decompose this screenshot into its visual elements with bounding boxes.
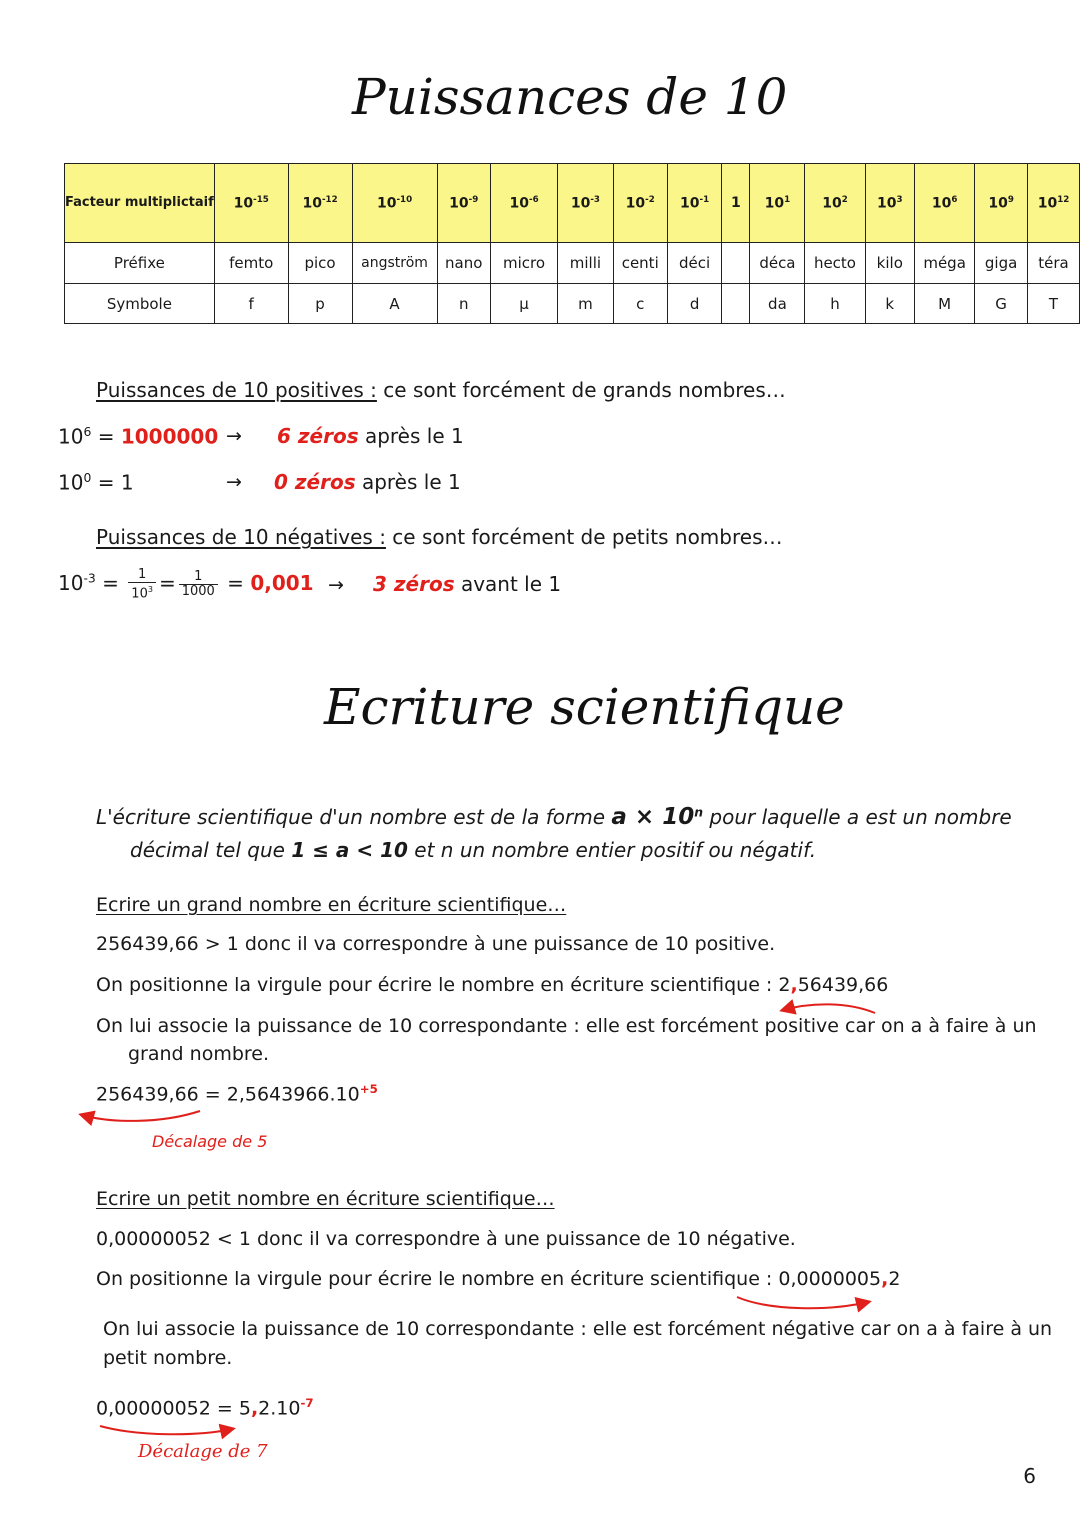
fraction-1-over-10-pow-3: $\frac{1}{10^3}$	[128, 568, 156, 601]
prefix-cell: angström	[352, 243, 437, 284]
fraction-1-over-1000: $\frac{1}{1000}$	[179, 570, 218, 599]
symbol-cell: m	[558, 284, 613, 324]
symbol-cell: n	[437, 284, 490, 324]
prefix-cell: méga	[915, 243, 975, 284]
example-10-pow-minus-3-note: 3 zéros avant le 1	[373, 572, 562, 596]
definition-line-2: décimal tel que 1 ≤ a < 10 et n un nombre entier positif ou négatif.	[130, 838, 817, 862]
page-title-scientific: Ecriture scientifique	[324, 678, 845, 736]
prefix-cell: déci	[667, 243, 722, 284]
small-number-shift-note: Décalage de 7	[138, 1441, 268, 1462]
positive-powers-heading: Puissances de 10 positives : ce sont forcément de grands nombres…	[96, 378, 786, 402]
page-number: 6	[1023, 1464, 1036, 1488]
example-10-pow-0: $10^0 = 1$	[58, 470, 134, 495]
symbol-cell: k	[865, 284, 915, 324]
factor-cell: $10^{-3}$	[558, 164, 613, 243]
symbol-cell: c	[613, 284, 667, 324]
factor-cell: $10^9$	[975, 164, 1028, 243]
prefix-cell: nano	[437, 243, 490, 284]
big-number-shift-note: Décalage de 5	[152, 1132, 268, 1151]
factor-cell: $10^{12}$	[1028, 164, 1080, 243]
prefix-cell: milli	[558, 243, 613, 284]
arrow-icon	[783, 1004, 875, 1013]
symbol-cell: µ	[490, 284, 557, 324]
big-number-line-4: grand nombre.	[128, 1043, 270, 1065]
arrow-icon: →	[226, 471, 242, 493]
big-number-result: $256439,66 = 2,5643966.10^{+5}$	[96, 1082, 378, 1106]
big-number-line-3: On lui associe la puissance de 10 correspondante : elle est forcément positive car on a à faire à un	[96, 1015, 1037, 1037]
arrow-icon: →	[226, 425, 242, 447]
small-number-result: $0,00000052 = 5,2.10^{-7}$	[96, 1396, 314, 1420]
row-label-prefix: Préfixe	[65, 243, 215, 284]
prefix-cell: femto	[214, 243, 288, 284]
page-title-powers: Puissances de 10	[352, 68, 788, 126]
row-label-symbol: Symbole	[65, 284, 215, 324]
symbol-cell: d	[667, 284, 722, 324]
symbol-cell: da	[750, 284, 805, 324]
factor-cell: $10^{-1}$	[667, 164, 722, 243]
arrow-icon	[100, 1426, 232, 1434]
row-label-factor: Facteur multiplictaif	[65, 164, 215, 243]
symbol-cell: p	[288, 284, 352, 324]
factor-cell: 1	[722, 164, 750, 243]
factor-cell: $10^3$	[865, 164, 915, 243]
symbol-cell: T	[1028, 284, 1080, 324]
symbol-cell: f	[214, 284, 288, 324]
prefix-cell: pico	[288, 243, 352, 284]
prefix-cell: centi	[613, 243, 667, 284]
prefix-cell: giga	[975, 243, 1028, 284]
small-number-line-4: petit nombre.	[103, 1347, 233, 1369]
prefix-cell: téra	[1028, 243, 1080, 284]
symbol-cell: G	[975, 284, 1028, 324]
prefix-cell: déca	[750, 243, 805, 284]
arrow-icon	[82, 1111, 200, 1121]
symbol-cell: A	[352, 284, 437, 324]
example-10-pow-minus-3: $10^{-3}$ = $\frac{1}{10^3}$ = $\frac{1}{1000}$ = 0,001	[58, 567, 314, 602]
big-number-line-2: On positionne la virgule pour écrire le nombre en écriture scientifique : 2,56439,66	[96, 974, 889, 996]
big-number-heading: Ecrire un grand nombre en écriture scientifique…	[96, 894, 567, 916]
arrow-icon: →	[328, 574, 344, 596]
prefix-cell: hecto	[805, 243, 865, 284]
factor-cell: $10^2$	[805, 164, 865, 243]
negative-powers-heading: Puissances de 10 négatives : ce sont forcément de petits nombres…	[96, 525, 783, 549]
small-number-line-3: On lui associe la puissance de 10 correspondante : elle est forcément négative car on a à faire à un	[103, 1318, 1053, 1340]
prefix-cell: micro	[490, 243, 557, 284]
definition-line-1: L'écriture scientifique d'un nombre est de la forme $a \times 10^n$ pour laquelle a est un nombre	[96, 804, 1012, 830]
symbol-cell: h	[805, 284, 865, 324]
factor-cell: $10^{-6}$	[490, 164, 557, 243]
factor-cell: $10^{-12}$	[288, 164, 352, 243]
factor-cell: $10^{-15}$	[214, 164, 288, 243]
small-number-line-1: 0,00000052 < 1 donc il va correspondre à une puissance de 10 négative.	[96, 1228, 796, 1250]
symbol-cell: M	[915, 284, 975, 324]
factor-cell: $10^1$	[750, 164, 805, 243]
prefix-cell: kilo	[865, 243, 915, 284]
example-10-pow-6: $10^6 = 1000000$	[58, 424, 219, 449]
factor-cell: $10^{-10}$	[352, 164, 437, 243]
arrow-icon	[737, 1297, 868, 1308]
factor-cell: $10^{-9}$	[437, 164, 490, 243]
factor-cell: $10^6$	[915, 164, 975, 243]
big-number-line-1: 256439,66 > 1 donc il va correspondre à une puissance de 10 positive.	[96, 933, 776, 955]
example-10-pow-6-note: 6 zéros après le 1	[277, 424, 464, 448]
small-number-line-2: On positionne la virgule pour écrire le nombre en écriture scientifique : 0,0000005,2	[96, 1268, 901, 1290]
example-10-pow-0-note: 0 zéros après le 1	[274, 470, 461, 494]
factor-cell: $10^{-2}$	[613, 164, 667, 243]
small-number-heading: Ecrire un petit nombre en écriture scientifique…	[96, 1188, 555, 1210]
